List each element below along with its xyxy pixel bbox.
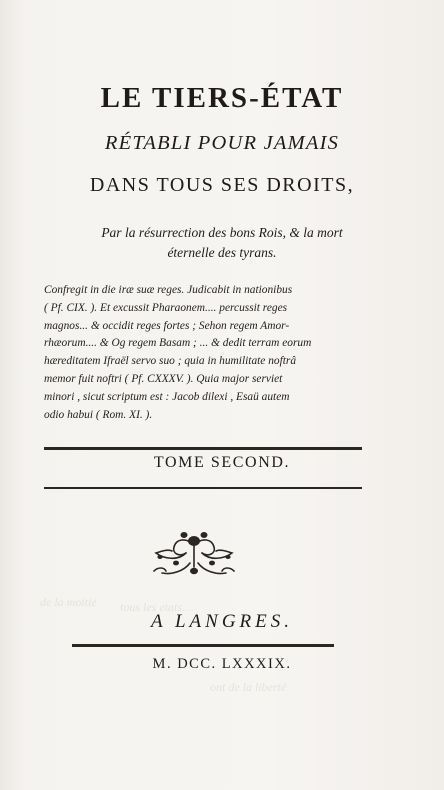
rule-above-volume — [44, 447, 362, 450]
latin-epigraph — [44, 282, 360, 424]
epigraph-line: magnos... & occidit reges fortes ; Sehon regem Amor- — [44, 319, 290, 332]
epigraph-line: minori , sicut scriptum est : Jacob dilexi , Esaü autem — [44, 390, 290, 403]
tagline-line: Par la résurrection des bons Rois, & la mort — [101, 225, 343, 240]
book-subtitle-2: DANS TOUS SES DROITS, — [89, 174, 355, 196]
imprint-place: A LANGRES. — [150, 611, 294, 632]
imprint-date: M. DCC. LXXXIX. — [152, 656, 292, 672]
rule-below-place — [72, 644, 334, 647]
rule-below-volume — [44, 487, 362, 489]
epigraph-line: ( Pf. CIX. ). Et excussit Pharaonem.... percussit reges — [44, 301, 288, 314]
bleed-through-text: tous les etats.... — [120, 600, 194, 614]
volume-label: TOME SECOND. — [153, 454, 291, 471]
tagline-line: éternelle des tyrans. — [167, 245, 277, 260]
floral-ornament-icon — [146, 527, 242, 581]
bleed-through-text: de la moitié — [40, 595, 97, 609]
epigraph-line: odio habui ( Rom. XI. ). — [44, 408, 153, 421]
bleed-through-text: ont de la liberté — [210, 680, 287, 694]
tagline — [0, 223, 444, 263]
epigraph-line: rhæorum.... & Og regem Basam ; ... & dedit terram eorum — [44, 337, 312, 350]
epigraph-line: Confregit in die iræ suæ reges. Judicabit in nationibus — [44, 284, 293, 296]
book-subtitle-1: RÉTABLI POUR JAMAIS — [104, 132, 340, 154]
book-title: LE TIERS-ÉTAT — [100, 82, 344, 114]
epigraph-line: memor fuit noftri ( Pf. CXXXV. ). Quia major serviet — [44, 372, 283, 385]
epigraph-line: hæreditatem Ifraël servo suo ; quia in humilitate noftrâ — [44, 355, 297, 368]
